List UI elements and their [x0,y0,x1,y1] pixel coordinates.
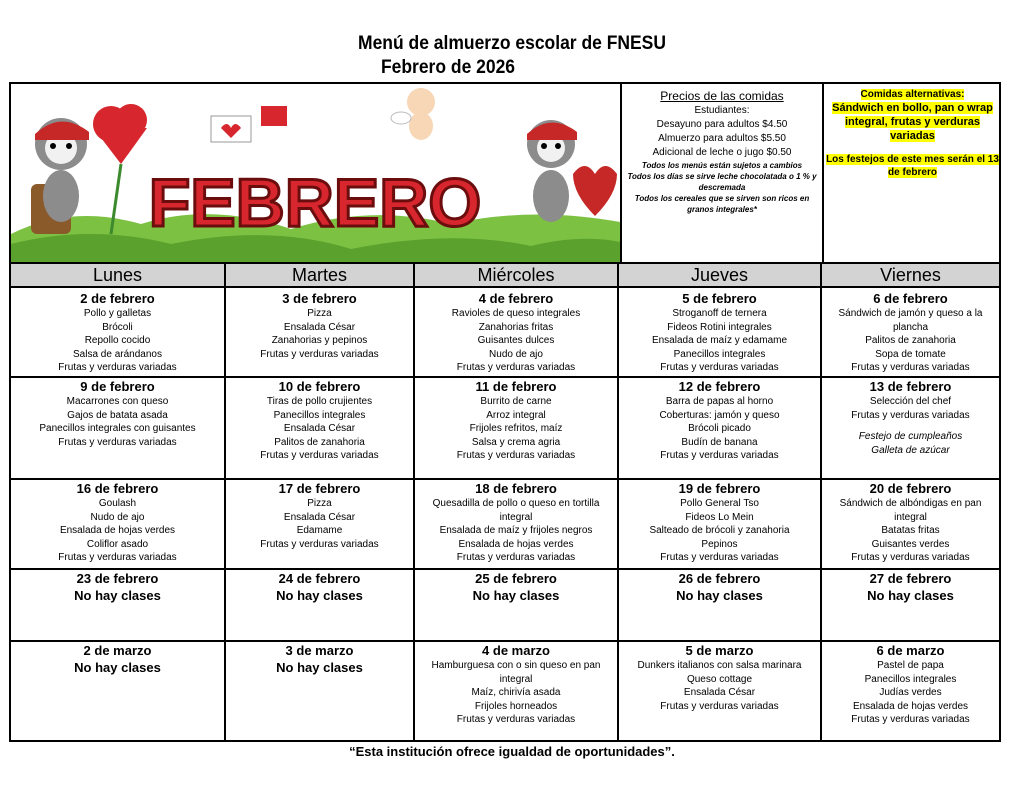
celebration-item: Galleta de azúcar [871,444,950,456]
day-cell [619,376,820,478]
menu-item: Frutas y verduras variadas [260,450,379,461]
day-cell [619,640,820,742]
celebration-note: Los festejos de este mes serán el 13 de febrero [826,154,999,178]
prices-heading: Precios de las comidas [660,89,784,103]
day-cell [226,288,413,376]
day-date: 27 de febrero [869,571,952,586]
day-cell [822,478,999,568]
menu-item: Sándwich de albóndigas en pan integral [839,498,982,523]
day-date: 18 de febrero [475,481,557,496]
day-cell [11,568,224,640]
day-date: 4 de febrero [478,291,554,306]
grid-divider [11,568,999,570]
day-cell [226,640,413,742]
menu-item: Zanahorias fritas [478,321,554,333]
february-word: FEBRERO [148,165,482,241]
menu-item: Ensalada de hojas verdes [458,538,574,550]
day-date: 24 de febrero [278,571,361,586]
equal-opportunity-footer: “Esta institución ofrece igualdad de oportunidades”. [349,744,675,759]
day-date: 25 de febrero [475,571,557,586]
february-banner [11,84,622,262]
menu-item: Coberturas: jamón y queso [659,409,780,421]
menu-item: Macarrones con queso [66,396,169,407]
menu-item: Gajos de batata asada [67,409,168,421]
day-date: 6 de marzo [876,643,945,658]
menu-item: Palitos de zanahoria [865,335,956,346]
day-date: 23 de febrero [76,571,159,586]
day-cell [11,288,224,376]
day-date: 13 de febrero [869,379,952,394]
day-cell [226,376,413,478]
alternatives-title: Comidas alternativas: [860,89,965,100]
menu-item: Repollo cocido [84,335,151,346]
price-line: Desayuno para adultos $4.50 [656,119,788,130]
day-date: 26 de febrero [678,571,761,586]
menu-item: Goulash [98,498,137,509]
menu-item: Pollo General Tso [680,498,759,509]
day-date: 5 de febrero [682,291,757,306]
menu-item: Ensalada de hojas verdes [852,700,969,712]
menu-item: Nudo de ajo [489,348,543,360]
menu-item: Palitos de zanahoria [274,436,365,448]
day-cell [619,288,820,376]
day-date: 16 de febrero [76,481,159,496]
menu-item: Edamame [296,525,343,536]
menu-item: Sándwich de jamón y queso a la plancha [838,308,983,333]
menu-month: Febrero de 2026 [380,57,516,78]
menu-item: Stroganoff de ternera [672,308,767,319]
menu-item: Pizza [307,308,332,319]
no-school-label: No hay clases [74,588,161,603]
menu-item: Salteado de brócoli y zanahoria [649,525,790,536]
day-cell [11,376,224,478]
menu-item: Queso cottage [686,673,753,685]
day-date: 10 de febrero [278,379,361,394]
no-school-label: No hay clases [867,588,954,603]
day-header-2: Miércoles [415,262,617,288]
menu-item: Panecillos integrales [673,348,766,360]
menu-item: Barra de papas al horno [665,396,774,407]
day-cell [11,478,224,568]
menu-item: Frutas y verduras variadas [851,552,970,563]
day-date: 3 de marzo [285,643,354,658]
no-school-label: No hay clases [676,588,763,603]
menu-item: Frutas y verduras variadas [851,409,970,421]
menu-item: Frutas y verduras variadas [260,538,379,550]
day-cell [226,478,413,568]
menu-item: Panecillos integrales con guisantes [39,423,196,434]
day-cell [822,376,999,478]
grid-divider [11,376,999,378]
menu-item: Pizza [307,498,332,509]
day-header-4: Viernes [822,262,999,288]
menu-item: Ravioles de queso integrales [451,308,581,319]
menu-item: Frijoles horneados [474,700,558,712]
menu-item: Frijoles refritos, maíz [469,423,563,434]
price-note: Todos los días se sirve leche chocolatada o 1 % y descremada [627,172,817,192]
day-date: 5 de marzo [685,643,754,658]
day-cell [415,288,617,376]
menu-item: Frutas y verduras variadas [660,700,779,712]
menu-item: Nudo de ajo [90,511,145,523]
menu-item: Frutas y verduras variadas [851,714,970,725]
day-cell [822,640,999,742]
menu-item: Frutas y verduras variadas [58,362,177,373]
price-line: Almuerzo para adultos $5.50 [658,133,786,144]
day-date: 12 de febrero [678,379,761,394]
menu-item: Selección del chef [869,396,952,407]
menu-title: Menú de almuerzo escolar de FNESU [358,33,666,54]
menu-item: Frutas y verduras variadas [456,362,576,373]
grid-divider [224,262,226,742]
day-date: 11 de febrero [475,379,557,394]
menu-item: Sopa de tomate [875,348,946,360]
menu-item: Frutas y verduras variadas [660,362,779,373]
day-cell [822,288,999,376]
menu-item: Salsa y crema agria [471,436,561,448]
menu-item: Burrito de carne [480,396,552,407]
grid-divider [617,262,619,742]
menu-item: Pastel de papa [877,660,944,671]
menu-item: Judías verdes [879,687,942,698]
day-cell [619,568,820,640]
menu-item: Panecillos integrales [273,409,366,421]
menu-item: Fideos Lo Mein [685,511,754,523]
menu-item: Batatas fritas [881,525,940,536]
day-date: 20 de febrero [869,481,952,496]
celebration-item: Festejo de cumpleaños [858,431,963,442]
price-line: Estudiantes: [694,105,750,116]
meal-prices-panel [622,84,824,262]
alternatives-text: Sándwich en bollo, pan o wrap integral, frutas y verduras variadas [832,102,993,142]
menu-item: Panecillos integrales [864,673,957,685]
menu-item: Frutas y verduras variadas [58,436,177,448]
february-illustration [11,84,620,262]
menu-item: Frutas y verduras variadas [660,450,779,461]
day-cell [415,640,617,742]
menu-item: Guisantes dulces [477,335,555,346]
menu-item: Ensalada de hojas verdes [59,525,176,536]
menu-item: Salsa de arándanos [73,348,162,360]
menu-item: Maíz, chirivía asada [471,687,561,698]
menu-item: Ensalada de maíz y frijoles negros [439,525,593,536]
grid-divider [820,262,822,742]
menu-item: Coliflor asado [86,538,149,550]
menu-item: Pepinos [701,538,738,550]
no-school-label: No hay clases [276,588,363,603]
day-cell [619,478,820,568]
menu-item: Dunkers italianos con salsa marinara [637,660,802,671]
menu-item: Fideos Rotini integrales [667,321,772,333]
menu-item: Ensalada César [283,423,356,434]
menu-item: Frutas y verduras variadas [456,450,576,461]
price-note: Todos los cereales que se sirven son ricos en granos integrales* [634,194,810,214]
menu-item: Frutas y verduras variadas [456,552,576,563]
day-date: 17 de febrero [278,481,361,496]
day-cell [415,376,617,478]
day-date: 2 de marzo [83,643,152,658]
day-date: 2 de febrero [80,291,155,306]
day-date: 4 de marzo [482,643,550,658]
menu-item: Brócoli [102,321,133,333]
menu-item: Ensalada César [283,511,356,523]
day-date: 3 de febrero [282,291,357,306]
price-note: Todos los menús están sujetos a cambios [641,161,803,170]
grid-divider [11,640,999,642]
menu-item: Frutas y verduras variadas [851,362,970,373]
day-cell [822,568,999,640]
menu-item: Guisantes verdes [871,538,950,550]
menu-item: Ensalada de maíz y edamame [651,335,788,346]
menu-item: Frutas y verduras variadas [260,348,379,360]
day-cell [226,568,413,640]
alternative-meals-panel [824,84,1001,262]
menu-item: Quesadilla de pollo o queso en tortilla integral [432,498,600,523]
menu-item: Zanahorias y pepinos [271,335,368,346]
no-school-label: No hay clases [74,660,161,675]
no-school-label: No hay clases [472,588,560,603]
day-cell [415,478,617,568]
no-school-label: No hay clases [276,660,363,675]
menu-item: Arroz integral [486,409,546,421]
menu-item: Frutas y verduras variadas [58,552,177,563]
day-date: 6 de febrero [873,291,948,306]
day-date: 19 de febrero [678,481,761,496]
day-header-0: Lunes [11,262,224,288]
menu-item: Brócoli picado [688,423,751,434]
price-line: Adicional de leche o jugo $0.50 [652,147,792,158]
day-header-1: Martes [226,262,413,288]
day-header-3: Jueves [619,262,820,288]
menu-item: Ensalada César [683,687,756,698]
day-date: 9 de febrero [80,379,155,394]
menu-item: Tiras de pollo crujientes [266,396,373,407]
menu-item: Frutas y verduras variadas [660,552,779,563]
menu-item: Frutas y verduras variadas [456,714,576,725]
grid-divider [413,262,415,742]
day-cell [415,568,617,640]
menu-sheet [9,82,1001,742]
menu-item: Hamburguesa con o sin queso en pan integral [431,660,601,685]
grid-divider [11,478,999,480]
menu-item: Budín de banana [681,436,758,448]
menu-item: Ensalada César [283,321,356,333]
menu-item: Pollo y galletas [83,308,152,319]
day-cell [11,640,224,742]
